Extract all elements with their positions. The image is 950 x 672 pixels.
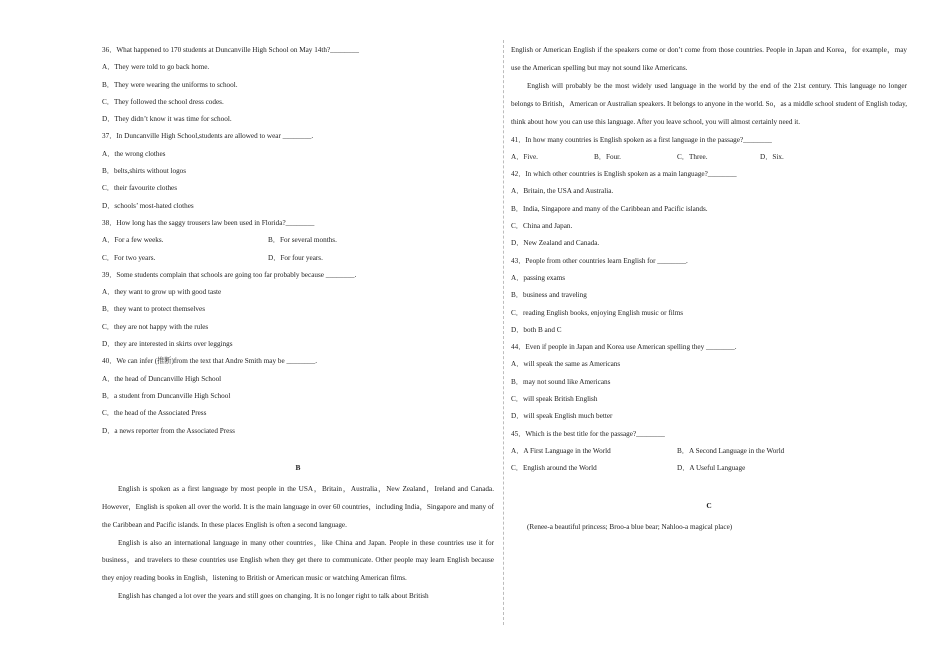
option-b: B．A Second Language in the World <box>677 446 785 455</box>
option-c: C．For two years. <box>102 253 156 262</box>
option-a: A．they want to grow up with good taste <box>102 288 222 297</box>
option-b: B．a student from Duncanville High School <box>102 391 231 400</box>
question-41 <box>511 132 907 167</box>
left-column <box>102 42 494 606</box>
question-stem: 37．In Duncanville High School,students are allowed to wear ________. <box>102 132 314 141</box>
question-stem: 36．What happened to 170 students at Duncanville High School on May 14th?________ <box>102 46 359 54</box>
passage-b-paragraph-4: English will probably be the most widely used language in the world by the end of the 21st century. This language no longer belongs to British，American or Australian speakers. It belongs to anyone in the world. So，as a middle school student of English today, think about how you can use this language. After you leave school, you will almost certainly need it. <box>511 81 907 126</box>
option-c: C．the head of the Associated Press <box>102 409 207 418</box>
option-a: A．the head of Duncanville High School <box>102 374 222 383</box>
option-b: B．India, Singapore and many of the Caribbean and Pacific islands. <box>511 204 708 213</box>
option-c: C．English around the World <box>511 464 597 473</box>
option-a: A．Britain, the USA and Australia. <box>511 187 614 196</box>
option-a: A．A First Language in the World <box>511 446 611 455</box>
option-a: A．They were told to go back home. <box>102 63 210 72</box>
option-c: C．China and Japan. <box>511 222 573 231</box>
right-column <box>511 42 907 537</box>
option-b: B．Four. <box>594 152 621 161</box>
option-c: C．reading English books, enjoying English music or films <box>511 308 684 317</box>
question-stem: 42．In which other countries is English spoken as a main language?________ <box>511 170 737 179</box>
question-stem: 41．In how many countries is English spoken as a first language in the passage?________ <box>511 135 772 144</box>
option-d: D．They didn’t know it was time for school. <box>102 115 232 124</box>
option-d: D．a news reporter from the Associated Press <box>102 426 235 435</box>
question-37 <box>102 128 494 214</box>
option-c: C．their favourite clothes <box>102 184 178 193</box>
question-stem: 40．We can infer (推断)from the text that Andre Smith may be ________. <box>102 357 317 366</box>
option-b: B．they want to protect themselves <box>102 305 205 314</box>
question-39 <box>102 267 494 353</box>
question-45 <box>511 426 907 478</box>
option-d: D．New Zealand and Canada. <box>511 239 600 248</box>
option-a: A．the wrong clothes <box>102 149 166 158</box>
option-d: D．both B and C <box>511 325 562 334</box>
section-c-note: (Renee-a beautiful princess; Broo-a blue bear; Nahloo-a magical place) <box>527 523 733 532</box>
option-a: A．For a few weeks. <box>102 236 164 245</box>
option-b: B．For several months. <box>268 236 337 245</box>
question-36 <box>102 42 494 128</box>
question-44 <box>511 339 907 425</box>
question-stem: 39．Some students complain that schools are going too far probably because ________. <box>102 270 357 279</box>
question-stem: 44．Even if people in Japan and Korea use American spelling they ________. <box>511 343 737 352</box>
question-stem: 43．People from other countries learn English for ________. <box>511 256 688 265</box>
option-a: A．Five. <box>511 152 538 161</box>
passage-b-paragraph-2: English is also an international language in many other countries，like China and Japan. People in these countries use it for business，and travelers to these countries use English when they get there to communicate. Other people may learn English because they enjoy reading books in English，listening to British or American music or watching American films. <box>102 538 494 583</box>
question-42 <box>511 166 907 252</box>
option-b: B．may not sound like Americans <box>511 377 611 386</box>
question-stem: 45．Which is the best title for the passage?________ <box>511 429 665 438</box>
option-c: C．They followed the school dress codes. <box>102 97 224 106</box>
passage-b-paragraph-1: English is spoken as a first language by most people in the USA，Britain，Australia，New Zealand，Ireland and Canada. However，English is spoken all over the world. It is the main language in over 60 countries，including India，Singapore and many of the Caribbean and Pacific islands. In these places English is often a second language. <box>102 484 494 529</box>
option-d: D．will speak English much better <box>511 412 613 421</box>
option-d: D．For four years. <box>268 253 323 262</box>
option-d: D．A Useful Language <box>677 464 746 473</box>
option-a: A．passing exams <box>511 273 566 282</box>
passage-b-paragraph-3-continued: English or American English if the speakers come or don’t come from those countries. People in Japan and Korea，for example，may use the American spelling but may not sound like Americans. <box>511 46 907 72</box>
option-a: A．will speak the same as Americans <box>511 360 621 369</box>
section-c-heading: C <box>706 501 712 511</box>
section-b-heading: B <box>295 462 301 472</box>
option-b: B．They were wearing the uniforms to school. <box>102 80 238 89</box>
question-40 <box>102 353 494 439</box>
question-38 <box>102 215 494 267</box>
question-stem: 38．How long has the saggy trousers law been used in Florida?________ <box>102 218 315 227</box>
option-b: B．belts,shirts without logos <box>102 167 187 176</box>
option-c: C．will speak British English <box>511 394 598 403</box>
option-b: B．business and traveling <box>511 291 587 300</box>
column-divider <box>503 40 504 625</box>
option-d: D．they are interested in skirts over leggings <box>102 340 233 349</box>
option-c: C．Three. <box>677 152 708 161</box>
passage-b-paragraph-3: English has changed a lot over the years and still goes on changing. It is no longer right to talk about British <box>118 592 429 601</box>
option-d: D．schools’ most-hated clothes <box>102 201 194 210</box>
option-c: C．they are not happy with the rules <box>102 322 209 331</box>
option-d: D．Six. <box>760 152 784 161</box>
question-43 <box>511 253 907 339</box>
